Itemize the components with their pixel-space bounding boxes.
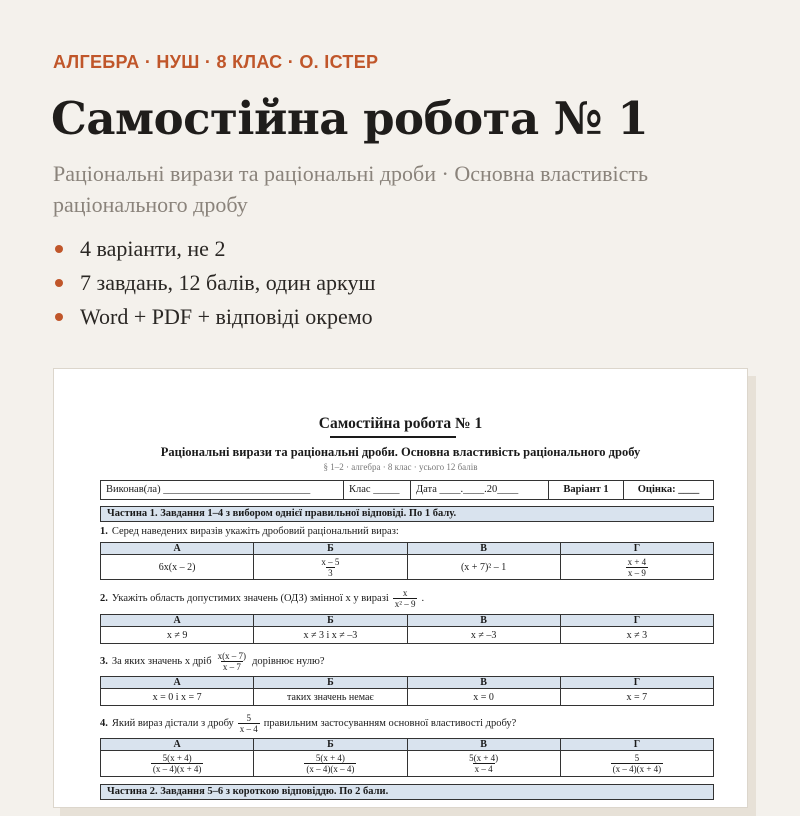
option-a: 6x(x – 2) xyxy=(101,555,254,580)
option-d: $\frac{5}{(x - 4)(x + 4)}$ xyxy=(560,751,713,777)
feature-item xyxy=(53,266,375,300)
question-4 xyxy=(100,713,516,734)
worksheet-meta: § 1–2 · алгебра · 8 клас · усього 12 балів xyxy=(323,462,478,472)
question-2 xyxy=(100,588,424,609)
question-number: 2. xyxy=(100,593,108,604)
option-header: Г xyxy=(560,543,713,555)
question-tail: правильним застосуванням основної властивості дробу? xyxy=(263,718,517,729)
question-3 xyxy=(100,651,325,672)
page-title: Самостійна робота № 1 xyxy=(51,92,649,145)
class-field: Клас _____ xyxy=(344,481,411,499)
grade-field: Оцінка: ____ xyxy=(637,484,700,495)
option-header: А xyxy=(101,677,254,689)
option-b: таких значень немає xyxy=(254,689,407,706)
question-1 xyxy=(100,526,399,537)
option-c: (x + 7)² – 1 xyxy=(407,555,560,580)
worksheet-preview xyxy=(53,368,748,808)
option-a: x ≠ 9 xyxy=(101,627,254,644)
option-d: x = 7 xyxy=(560,689,713,706)
answers-table-4 xyxy=(100,738,714,777)
question-text: Серед наведених виразів укажіть дробовий раціональний вираз: xyxy=(111,526,399,537)
option-a: $\frac{5(x + 4)}{(x - 4)(x + 4)}$ xyxy=(101,751,254,777)
answers-table-2 xyxy=(100,614,714,644)
question-number: 1. xyxy=(100,526,108,537)
question-tail: дорівнює нулю? xyxy=(252,656,325,667)
option-d: $\frac{x + 4}{x - 9}$ xyxy=(560,555,713,580)
question-fraction: $\frac{x(x - 7)}{x - 7}$ xyxy=(217,651,247,672)
option-c: x ≠ –3 xyxy=(407,627,560,644)
feature-text: 7 завдань, 12 балів, один аркуш xyxy=(80,270,376,295)
kicker-label: АЛГЕБРА · НУШ · 8 КЛАС · О. ІСТЕР xyxy=(53,52,379,72)
question-fraction: $\frac{x}{\text{x² – 9}}$ xyxy=(394,588,416,609)
feature-text: Word + PDF + відповіді окремо xyxy=(80,304,373,329)
option-header: А xyxy=(101,615,254,627)
option-c: x = 0 xyxy=(407,689,560,706)
option-header: В xyxy=(407,739,560,751)
question-number: 3. xyxy=(100,656,108,667)
bullet-dot-icon xyxy=(55,279,63,287)
feature-list xyxy=(53,232,375,334)
bullet-dot-icon xyxy=(55,245,63,253)
date-field: Дата ____.____.20____ xyxy=(411,481,549,499)
option-d: x ≠ 3 xyxy=(560,627,713,644)
bullet-dot-icon xyxy=(55,313,63,321)
page-subtitle: Раціональні вирази та раціональні дроби · Основна властивість раціонального дробу xyxy=(53,161,649,217)
option-b: $\frac{5(x + 4)}{(x - 4)(x - 4)}$ xyxy=(254,751,407,777)
option-header: Б xyxy=(254,543,407,555)
option-b: $\frac{x - 5}{3}$ xyxy=(254,555,407,580)
worksheet-subtitle: Раціональні вирази та раціональні дроби. Основна властивість раціонального дробу xyxy=(160,445,641,459)
feature-item xyxy=(53,232,375,266)
option-header: Б xyxy=(254,739,407,751)
option-header: В xyxy=(407,677,560,689)
feature-item xyxy=(53,300,375,334)
section-1-header: Частина 1. Завдання 1–4 з вибором однієї правильної відповіді. По 1 балу. xyxy=(100,506,714,522)
question-text: Який вираз дістали з дробу xyxy=(111,718,234,729)
option-header: Г xyxy=(560,739,713,751)
title-underline xyxy=(330,436,456,438)
worksheet-title: Самостійна робота № 1 xyxy=(318,415,483,432)
option-header: Г xyxy=(560,615,713,627)
question-fraction: $\frac{5}{x - 4}$ xyxy=(239,713,258,734)
option-header: В xyxy=(407,615,560,627)
feature-text: 4 варіанти, не 2 xyxy=(80,236,226,261)
option-header: Г xyxy=(560,677,713,689)
option-header: А xyxy=(101,739,254,751)
option-header: А xyxy=(101,543,254,555)
question-number: 4. xyxy=(100,718,108,729)
option-b: x ≠ 3 і x ≠ –3 xyxy=(254,627,407,644)
option-c: $\frac{5(x + 4)}{x - 4}$ xyxy=(407,751,560,777)
student-info-row xyxy=(100,480,714,500)
answers-table-1 xyxy=(100,542,714,580)
variant-label: Варіант 1 xyxy=(549,481,624,499)
question-text: За яких значень x дріб xyxy=(111,656,212,667)
question-text: Укажіть область допустимих значень (ОДЗ) змінної x у виразі xyxy=(111,593,389,604)
section-2-header: Частина 2. Завдання 5–6 з короткою відповіддю. По 2 бали. xyxy=(100,784,714,800)
question-tail: . xyxy=(421,593,425,604)
answers-table-3 xyxy=(100,676,714,706)
option-header: Б xyxy=(254,615,407,627)
option-header: В xyxy=(407,543,560,555)
option-header: Б xyxy=(254,677,407,689)
option-a: x = 0 і x = 7 xyxy=(101,689,254,706)
name-field: Виконав(ла) ____________________________ xyxy=(101,481,344,499)
